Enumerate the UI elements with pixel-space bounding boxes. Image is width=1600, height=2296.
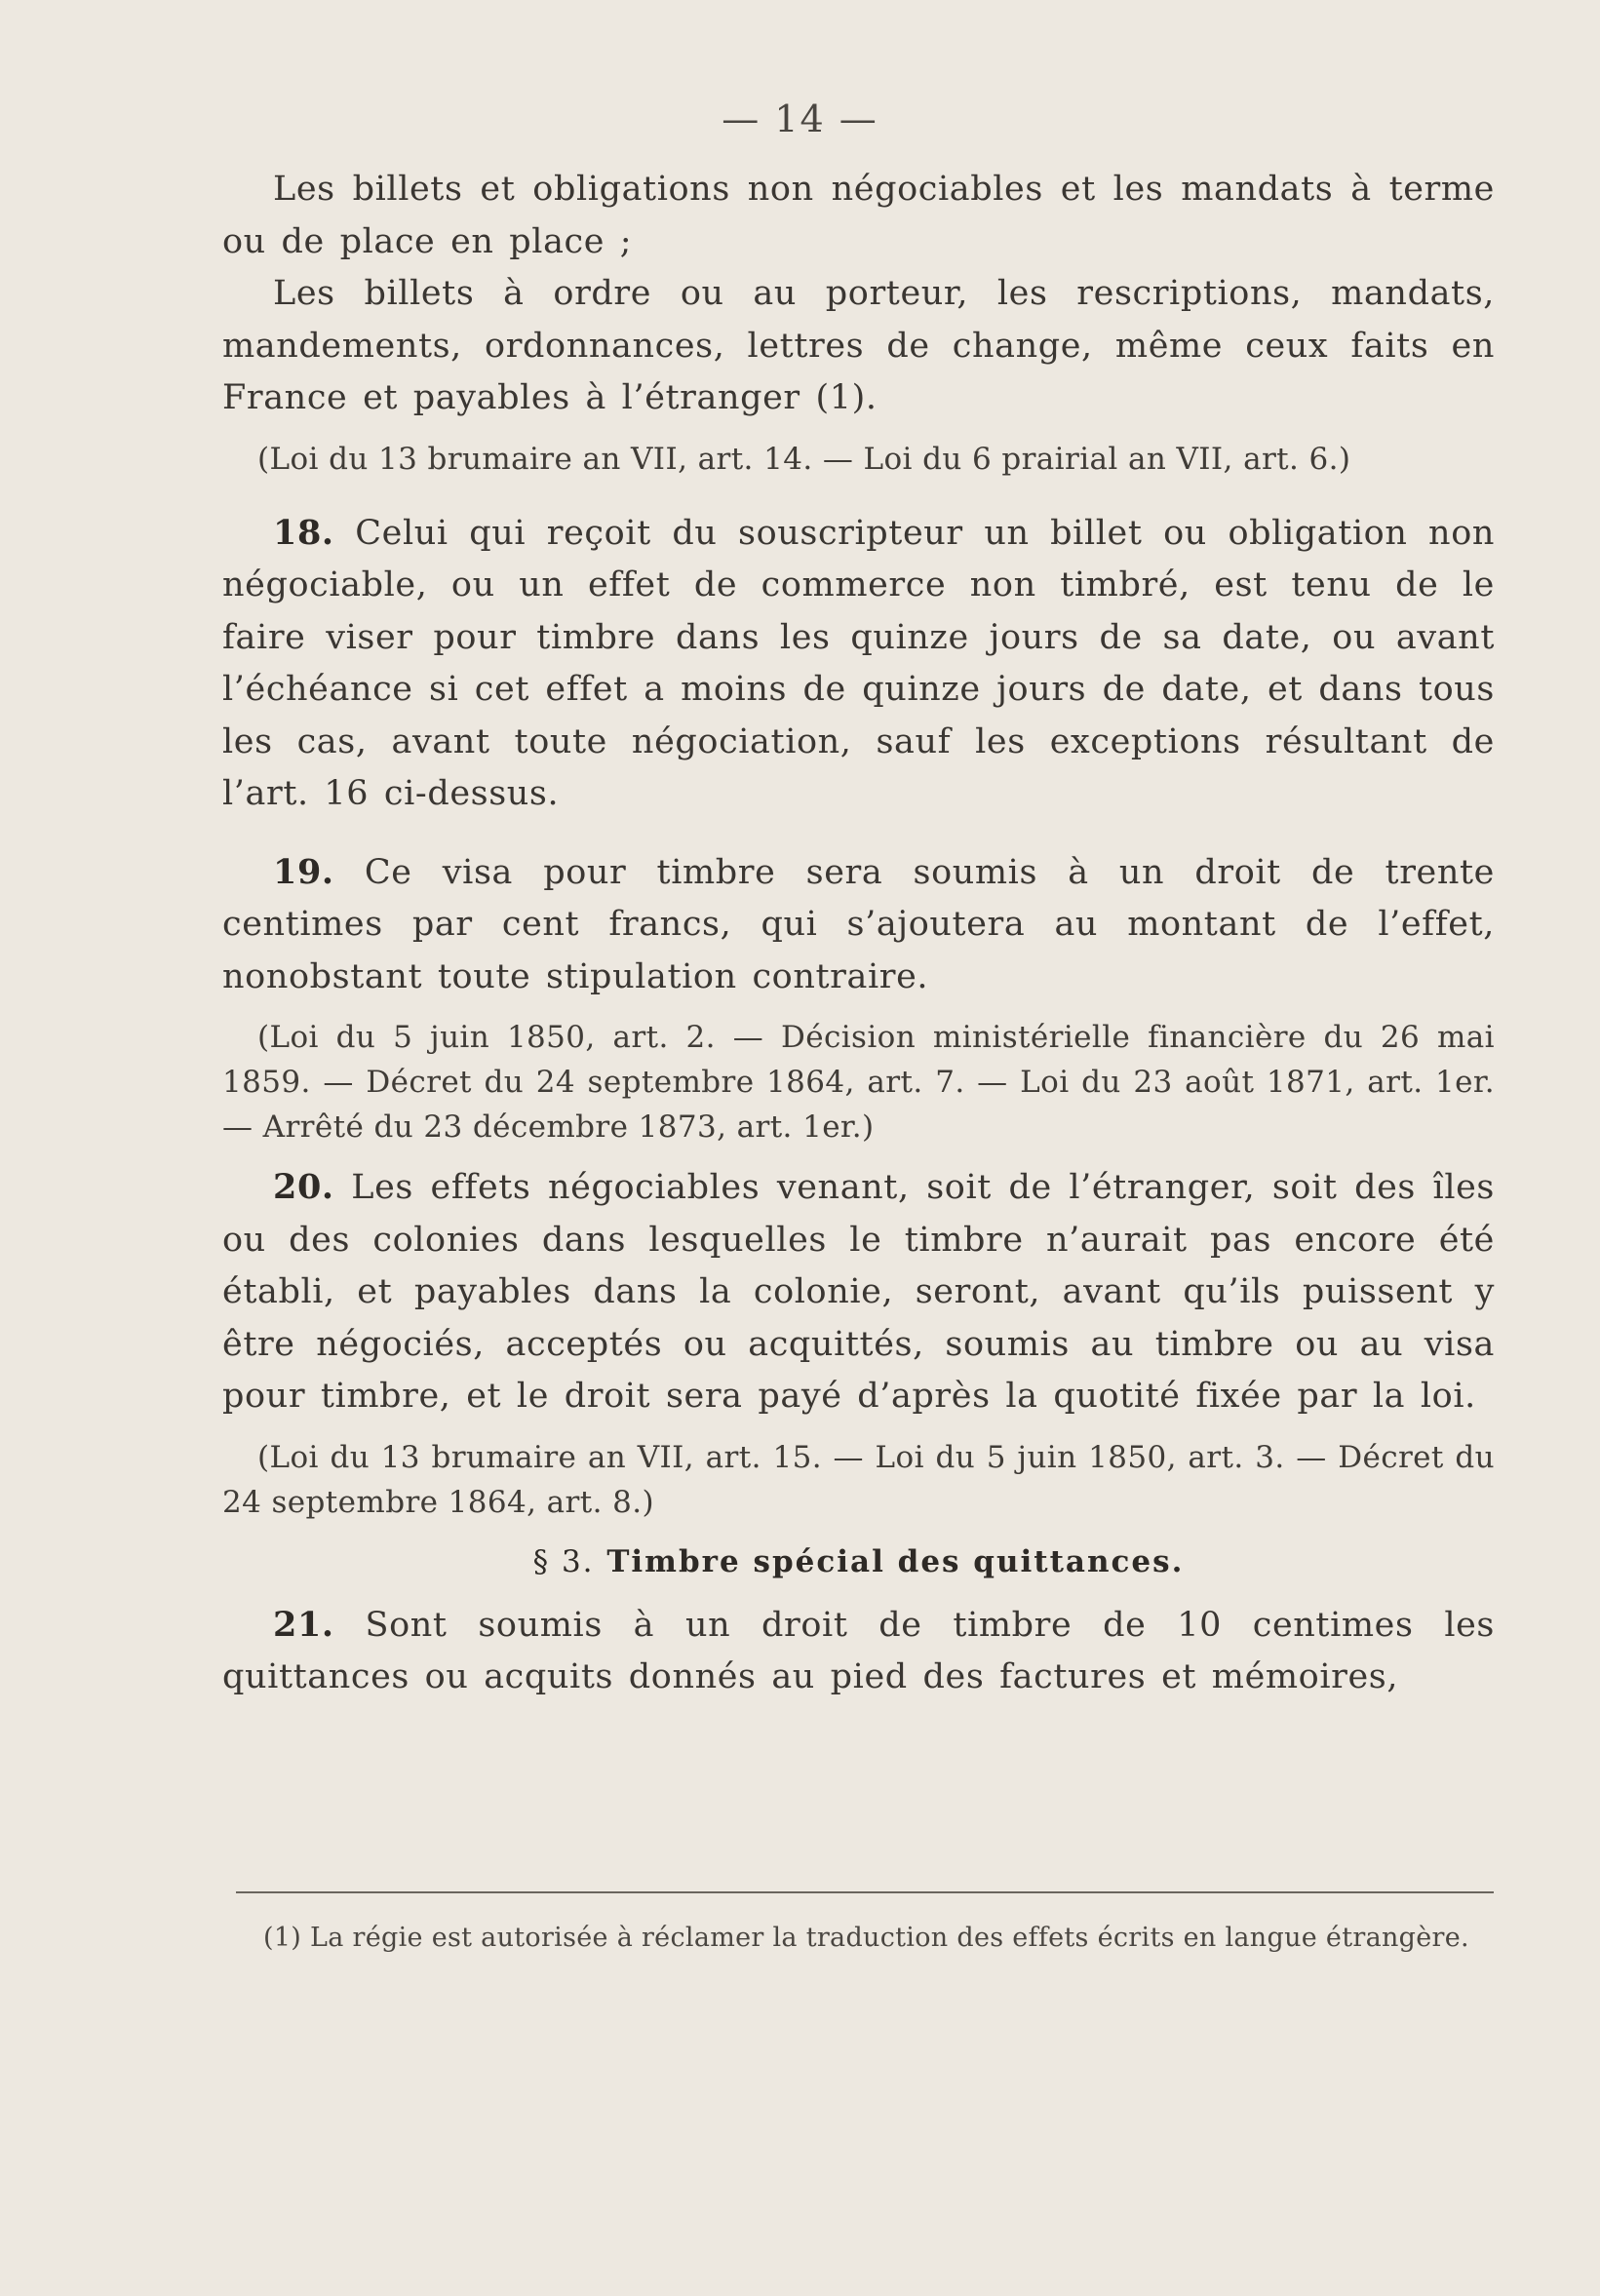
- footnote-divider: [236, 1891, 1494, 1893]
- paragraph-billets-ordre: Les billets à ordre ou au porteur, les rescriptions, mandats, mandements, ordonnances, lettres de change, même ceux faits en France et payables à l’étranger (1).: [222, 274, 1495, 417]
- citation-3: (Loi du 13 brumaire an VII, art. 15. — Loi du 5 juin 1850, art. 3. — Décret du 24 septembre 1864, art. 8.): [222, 1439, 1495, 1520]
- article-20: [222, 1161, 1495, 1423]
- citation-1: (Loi du 13 brumaire an VII, art. 14. — Loi du 6 prairial an VII, art. 6.): [257, 441, 1351, 477]
- article-18: [222, 507, 1495, 821]
- article-19: [222, 846, 1495, 1004]
- section-title: Timbre spécial des quittances.: [606, 1543, 1185, 1579]
- article-19-number: 19.: [273, 851, 334, 892]
- article-21-text: Sont soumis à un droit de timbre de 10 centimes les quittances ou acquits donnés au pied des factures et mémoires,: [222, 1605, 1495, 1696]
- paragraph-billets-obligations: Les billets et obligations non négociables et les mandats à terme ou de place en place ;: [222, 170, 1495, 261]
- article-19-text: Ce visa pour timbre sera soumis à un droit de trente centimes par cent francs, qui s’ajoutera au montant de l’effet, nonobstant toute stipulation contraire.: [222, 852, 1495, 996]
- footnote: (1) La régie est autorisée à réclamer la traduction des effets écrits en langue étrangère.: [263, 1923, 1469, 1953]
- page-number: — 14 —: [722, 97, 878, 140]
- section-sign: § 3.: [532, 1543, 595, 1579]
- article-20-number: 20.: [273, 1167, 334, 1207]
- article-18-text: Celui qui reçoit du souscripteur un billet ou obligation non négociable, ou un effet de commerce non timbré, est tenu de le faire viser pour timbre dans les quinze jours de sa date, ou avant l’échéance si cet effet a moins de quinze jours de date, et dans tous les cas, avant toute négociation, sauf les exceptions résultant de l’art. 16 ci-dessus.: [222, 513, 1496, 813]
- main-text: [222, 164, 1495, 1704]
- article-21-number: 21.: [273, 1604, 334, 1645]
- section-heading: [222, 1537, 1495, 1587]
- article-21: [222, 1599, 1495, 1704]
- article-20-text: Les effets négociables venant, soit de l’étranger, soit des îles ou des colonies dans lesquelles le timbre n’aurait pas encore été établi, et payables dans la colonie, seront, avant qu’ils puissent y être négociés, acceptés ou acquittés, soumis au timbre ou au visa pour timbre, et le droit sera payé d’après la quotité fixée par la loi.: [222, 1168, 1495, 1416]
- citation-2: (Loi du 5 juin 1850, art. 2. — Décision ministérielle financière du 26 mai 1859. — Décret du 24 septembre 1864, art. 7. — Loi du 23 août 1871, art. 1er. — Arrêté du 23 décembre 1873, art. 1er.): [222, 1020, 1495, 1145]
- article-18-number: 18.: [273, 512, 334, 553]
